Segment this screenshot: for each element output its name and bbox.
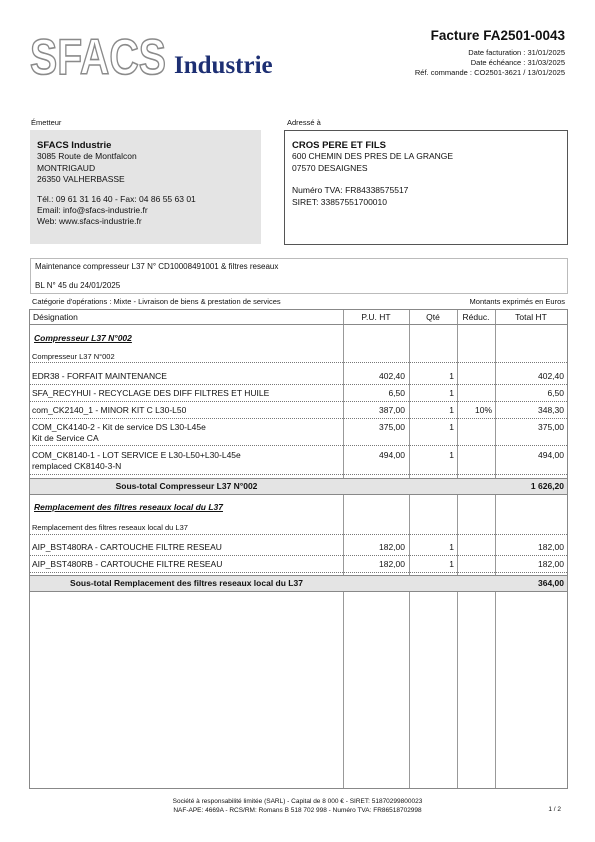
item-quantity: 1 <box>449 450 454 460</box>
subtotal-label: Sous-total Remplacement des filtres reseaux local du L37 <box>70 578 303 588</box>
item-unit-price: 6,50 <box>388 388 405 398</box>
item-designation: COM_CK8140-1 - LOT SERVICE E L30-L50+L30-L45e <box>32 450 241 460</box>
emitter-phone: Tél.: 09 61 31 16 40 - Fax: 04 86 55 63 01 <box>37 193 196 204</box>
invoice-date: Date facturation : 31/01/2025 <box>468 48 565 57</box>
emitter-box <box>30 130 261 244</box>
order-reference: Réf. commande : CO2501-3621 / 13/01/2025 <box>414 68 565 77</box>
item-unit-price: 182,00 <box>379 542 405 552</box>
item-designation: com_CK2140_1 - MINOR KIT C L30-L50 <box>32 405 187 415</box>
due-date: Date échéance : 31/03/2025 <box>470 58 565 67</box>
item-designation: EDR38 - FORFAIT MAINTENANCE <box>32 371 167 381</box>
item-quantity: 1 <box>449 542 454 552</box>
operation-category: Catégorie d'opérations : Mixte - Livraison de biens & prestation de services <box>32 297 281 306</box>
logo-sfacs-text: SFACS <box>30 29 166 85</box>
section-title-row <box>30 500 567 514</box>
item-total: 182,00 <box>538 559 564 569</box>
table-row <box>30 384 567 402</box>
invoice-description-box <box>30 258 568 294</box>
emitter-address-2: MONTRIGAUD <box>37 162 96 173</box>
invoice-title: Facture FA2501-0043 <box>430 28 565 43</box>
item-quantity: 1 <box>449 422 454 432</box>
table-row <box>30 555 567 573</box>
item-designation: COM_CK4140-2 - Kit de service DS L30-L45e <box>32 422 206 432</box>
table-row <box>30 367 567 385</box>
table-row <box>30 401 567 419</box>
header-quantity: Qté <box>426 312 440 322</box>
subtotal-row <box>30 575 567 592</box>
item-designation: SFA_RECYHUI - RECYCLAGE DES DIFF FILTRES ET HUILE <box>32 388 270 398</box>
item-designation-detail: Kit de Service CA <box>32 433 99 443</box>
item-unit-price: 182,00 <box>379 559 405 569</box>
legal-footer <box>0 798 595 815</box>
header-designation: Désignation <box>33 312 78 322</box>
subtotal-row <box>30 478 567 495</box>
subtotal-value: 1 626,20 <box>530 481 564 491</box>
emitter-address-3: 26350 VALHERBASSE <box>37 174 125 185</box>
description-line-1: Maintenance compresseur L37 N° CD10008491001 & filtres reseaux <box>35 262 279 271</box>
emitter-web: Web: www.sfacs-industrie.fr <box>37 216 142 227</box>
item-designation: AIP_BST480RA - CARTOUCHE FILTRE RESEAU <box>32 542 222 552</box>
table-row <box>30 538 567 556</box>
page-number: 1 / 2 <box>548 806 561 813</box>
item-quantity: 1 <box>449 559 454 569</box>
item-total: 375,00 <box>538 422 564 432</box>
header-unit-price: P.U. HT <box>361 312 391 322</box>
company-logo <box>28 29 168 85</box>
client-address-1: 600 CHEMIN DES PRES DE LA GRANGE <box>292 151 454 162</box>
footer-line-1: Société à responsabilité limitée (SARL) - Capital de 8 000 € - SIRET: 51870299800023 <box>172 798 423 805</box>
section-subtitle-row <box>30 347 567 363</box>
client-address-2: 07570 DESAIGNES <box>292 162 368 173</box>
section-title-row <box>30 331 567 345</box>
item-total: 348,30 <box>538 405 564 415</box>
client-name: CROS PERE ET FILS <box>292 140 386 151</box>
invoice-meta <box>415 48 565 78</box>
section-subtitle: Remplacement des filtres reseaux local du L37 <box>32 523 188 532</box>
logo-industrie-text: Industrie <box>174 52 273 79</box>
header-total: Total HT <box>515 312 547 322</box>
item-unit-price: 494,00 <box>379 450 405 460</box>
client-label: Adressé à <box>287 118 321 127</box>
item-total: 182,00 <box>538 542 564 552</box>
item-total: 6,50 <box>547 388 564 398</box>
item-quantity: 1 <box>449 388 454 398</box>
table-row <box>30 445 567 475</box>
emitter-email: Email: info@sfacs-industrie.fr <box>37 205 148 216</box>
item-designation-detail: remplaced CK8140-3-N <box>32 461 122 471</box>
item-unit-price: 375,00 <box>379 422 405 432</box>
subtotal-value: 364,00 <box>538 578 564 588</box>
item-quantity: 1 <box>449 405 454 415</box>
invoice-lines-table <box>29 309 568 789</box>
client-siret: SIRET: 33857551700010 <box>292 196 387 207</box>
currency-note: Montants exprimés en Euros <box>469 297 565 306</box>
item-discount: 10% <box>474 405 492 415</box>
subtotal-label: Sous-total Compresseur L37 N°002 <box>115 481 258 491</box>
item-unit-price: 402,40 <box>379 371 405 381</box>
item-total: 494,00 <box>538 450 564 460</box>
client-box <box>284 130 568 245</box>
description-line-2: BL N° 45 du 24/01/2025 <box>35 281 121 290</box>
emitter-label: Émetteur <box>31 118 62 127</box>
section-subtitle-row <box>30 517 567 535</box>
section-title: Compresseur L37 N°002 <box>34 333 132 343</box>
table-row <box>30 418 567 446</box>
client-vat: Numéro TVA: FR84338575517 <box>292 185 409 196</box>
item-unit-price: 387,00 <box>379 405 405 415</box>
emitter-address-1: 3085 Route de Montfalcon <box>37 151 137 162</box>
item-designation: AIP_BST480RB - CARTOUCHE FILTRE RESEAU <box>32 559 223 569</box>
item-total: 402,40 <box>538 371 564 381</box>
item-quantity: 1 <box>449 371 454 381</box>
emitter-name: SFACS Industrie <box>37 140 112 151</box>
header-discount: Réduc. <box>462 312 490 322</box>
section-subtitle: Compresseur L37 N°002 <box>32 352 115 361</box>
table-header <box>30 310 567 325</box>
section-title: Remplacement des filtres reseaux local du L37 <box>34 502 223 512</box>
footer-line-2: NAF-APE: 4669A - RCS/RM: Romans B 518 702 998 - Numéro TVA: FR86518702998 <box>173 806 422 814</box>
